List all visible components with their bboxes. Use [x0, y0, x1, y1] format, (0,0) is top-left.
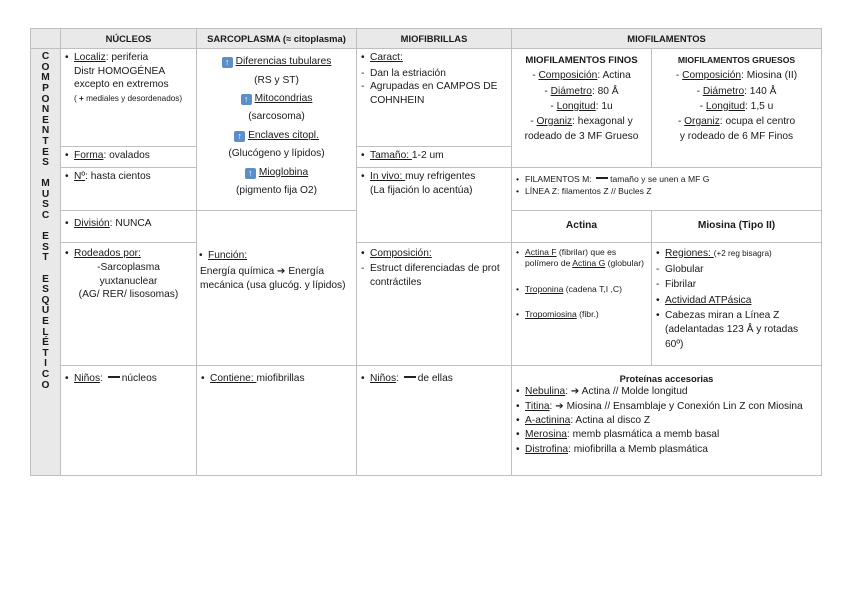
table-row [31, 49, 822, 147]
gruesos-diam-text: : 140 Å [744, 85, 777, 97]
a-actinina-label: A-actinina [525, 415, 571, 426]
miofibrillas-invivo-cell [357, 167, 512, 242]
sarco-item2: Mitocondrias [254, 92, 313, 104]
finos-organiz-label: Organiz [536, 115, 573, 127]
rodeados-line: -Sarcoplasma [97, 262, 160, 274]
caract-label: Caract: [370, 52, 403, 64]
forma-label: Forma [74, 149, 104, 161]
sarcoplasma-items-cell [197, 49, 357, 211]
side-letter: T [42, 347, 49, 359]
side-letter: C [41, 51, 50, 63]
side-letter: L [42, 326, 49, 338]
division-text: : NUNCA [109, 217, 152, 229]
funcion-label: Función: [208, 250, 248, 261]
gruesos-long-label: Longitud [705, 100, 745, 112]
table-row [31, 365, 822, 475]
miosina-cell [652, 242, 822, 365]
invivo-label: In vivo: [370, 170, 406, 182]
filamentos-m-pre: FILAMENTOS M: [525, 173, 595, 184]
troponina-label: Troponina [525, 283, 564, 294]
side-letter: C [41, 368, 50, 380]
finos-organiz-line2: rodeado de 3 MF Grueso [524, 131, 639, 143]
side-letter: O [41, 61, 50, 73]
header-miofibrillas: MIOFIBRILLAS [357, 29, 512, 49]
summary-table [30, 28, 822, 476]
actina-g-tail: (globular) [605, 258, 644, 269]
minus-icon [108, 376, 120, 378]
regiones-label: Regiones: [665, 247, 714, 259]
nucleos-ninos-cell: • Niños: núcleos [61, 365, 197, 475]
miosina-title: Miosina (Tipo II) [652, 210, 822, 242]
localiz-line3: excepto en extremos [74, 79, 169, 91]
cabezas-text: • Cabezas miran a Línea Z (adelantadas 123 Å y rotadas 60º) [665, 309, 819, 353]
localiz-note: mediales y desordenados) [86, 93, 183, 103]
header-blank [31, 29, 61, 49]
sarco-item1-sub: (RS y ST) [254, 74, 299, 86]
side-letter: U [41, 305, 50, 317]
caract-item: - Dan la estriación [370, 67, 509, 81]
side-letter: Q [41, 294, 50, 306]
sarco-item3-sub: (Glucógeno y lípidos) [228, 148, 325, 160]
side-letter: S [42, 199, 49, 211]
localiz-line2: Distr HOMOGÉNEA [74, 65, 166, 77]
sarco-item4: Mioglobina [258, 166, 309, 178]
side-letter: I [44, 358, 47, 370]
gruesos-organiz-text: : ocupa el centro [719, 115, 796, 127]
finos-comp-label: Composición [538, 70, 598, 82]
localiz-note-pre: ( [74, 93, 80, 103]
header-miofilamentos: MIOFILAMENTOS [512, 29, 822, 49]
finos-title: MIOFILAMENTOS FINOS [525, 55, 638, 67]
nucleos-forma-cell [61, 146, 197, 167]
side-letter: N [41, 125, 50, 137]
nucleos-localiz-cell [61, 49, 197, 147]
filamentos-m-cell [512, 167, 822, 210]
miosina-sub-item: - Fibrilar [665, 278, 819, 293]
finos-long-label: Longitud [556, 100, 596, 112]
contiene-text: miofibrillas [256, 372, 305, 384]
actina-f-mid: (fibrilar) que es polímero de [525, 246, 617, 269]
side-letter: M [41, 72, 50, 84]
side-letter: C [41, 210, 50, 222]
contiene-label: Contiene: [210, 372, 257, 384]
n-text: : hasta cientos [85, 170, 151, 182]
sarcoplasma-contiene-cell [197, 365, 357, 475]
rodeados-line: yuxtanuclear [99, 275, 158, 287]
troponina-text: (cadena T,I ,C) [563, 283, 622, 294]
arrow-up-icon: ↑ [241, 94, 252, 105]
proteinas-cell [512, 365, 822, 475]
regiones-text: (+2 reg bisagra) [713, 248, 772, 258]
gruesos-organiz-line2: y rodeado de 6 MF Finos [679, 131, 794, 143]
gruesos-comp-label: Composición [682, 70, 742, 82]
arrow-up-icon: ↑ [245, 168, 256, 179]
finos-organiz-text: : hexagonal y [572, 115, 633, 127]
side-letter: S [42, 284, 49, 296]
localiz-label: Localiz [74, 52, 106, 64]
proteinas-title: Proteínas accesorias [619, 372, 714, 384]
side-letter: O [41, 93, 50, 105]
miofibrillas-composicion-cell [357, 242, 512, 365]
invivo-line2: (La fijación lo acentúa) [370, 184, 473, 196]
finos-comp-text: : Actina [597, 70, 631, 82]
merosina-text: : memb plasmática a memb basal [566, 429, 720, 441]
tamano-label: Tamaño: [370, 149, 412, 161]
side-letter: T [42, 252, 49, 264]
sarco-item1: Diferencias tubulares [235, 56, 332, 68]
linea-z-text: • LÍNEA Z: filamentos Z // Bucles Z [525, 185, 819, 197]
miofib-ninos-text: de ellas [417, 372, 453, 384]
tropomiosina-text: (fibr.) [576, 309, 599, 320]
atp-label: Actividad ATPásica [665, 295, 752, 307]
side-letter: E [42, 316, 49, 327]
n-label: Nº [74, 170, 86, 182]
finos-diam-label: Diámetro [550, 85, 592, 97]
side-letter: M [41, 178, 50, 190]
nucleos-n-cell [61, 167, 197, 210]
miofib-ninos-label: Niños [370, 372, 397, 384]
nebulina-label: Nebulina [525, 386, 566, 398]
division-label: División [74, 217, 110, 229]
ninos-label: Niños [74, 372, 101, 384]
side-letter: E [42, 231, 49, 243]
sarco-item3: Enclaves citopl. [248, 129, 319, 141]
side-letter: E [42, 146, 49, 158]
nucleos-rodeados-cell [61, 242, 197, 365]
minus-icon [404, 376, 416, 378]
tropomiosina-label: Tropomiosina [525, 309, 577, 320]
side-letter: S [42, 157, 49, 169]
header-sarcoplasma: SARCOPLASMA (≈ citoplasma) [197, 29, 357, 49]
side-letter: E [42, 114, 49, 126]
header-nucleos: NÚCLEOS [61, 29, 197, 49]
miofibrillas-ninos-cell: • Niños: de ellas [357, 365, 512, 475]
side-letter: T [42, 135, 49, 147]
plus-icon: + [79, 93, 84, 103]
finos-long-text: : 1u [595, 100, 613, 112]
nebulina-text: : ➔ Actina // Molde longitud [565, 386, 688, 398]
table-row [31, 167, 822, 210]
actina-title: Actina [512, 210, 652, 242]
gruesos-diam-label: Diámetro [702, 85, 745, 97]
sarco-item4-sub: (pigmento fija O2) [236, 185, 317, 196]
gruesos-cell: MIOFILAMENTOS GRUESOS - Composición: Miosina (II) - Diámetro: 140 Å - Longitud: 1,5 u - Organiz: ocupa el centro y rodeado de 6 MF Finos [652, 49, 822, 168]
side-label [31, 49, 61, 476]
filamentos-m-post: tamaño y se unen a MF G [610, 173, 710, 184]
miosina-sub-item: - Globular [665, 263, 819, 278]
header-row [31, 29, 822, 49]
rodeados-label: Rodeados por: [74, 247, 141, 259]
miofibrillas-tamano-cell [357, 146, 512, 167]
miofibrillas-caract-cell [357, 49, 512, 147]
sarco-item2-sub: (sarcosoma) [248, 111, 305, 123]
caract-item: - Agrupadas en CAMPOS DE COHNHEIN [370, 80, 509, 107]
nucleos-division-cell [61, 210, 197, 242]
forma-text: : ovalados [103, 149, 150, 161]
gruesos-title: MIOFILAMENTOS GRUESOS [677, 55, 796, 66]
side-letter: E [42, 273, 49, 285]
funcion-text: Energía química ➔ Energía mecánica (usa glucóg. y lípidos) [200, 265, 346, 291]
ninos-text: núcleos [121, 372, 157, 384]
minus-icon [596, 177, 608, 179]
gruesos-comp-text: : Miosina (II) [741, 70, 798, 82]
invivo-text: muy refrigentes [405, 170, 476, 182]
gruesos-long-text: : 1,5 u [745, 100, 774, 112]
side-letter: U [41, 188, 50, 200]
composicion-item: - Estruct diferenciadas de prot contráctiles [370, 262, 509, 289]
actina-f-label: Actina F [525, 246, 557, 257]
finos-cell: MIOFILAMENTOS FINOS - Composición: Actina - Diámetro: 80 Å - Longitud: 1u - Organiz: hexagonal y rodeado de 3 MF Grueso [512, 49, 652, 168]
composicion-label: Composición: [370, 247, 432, 259]
side-letter: O [41, 379, 50, 391]
localiz-text: : periferia [105, 52, 149, 64]
arrow-up-icon: ↑ [222, 57, 233, 68]
side-letter: P [42, 82, 49, 94]
finos-diam-text: : 80 Å [591, 85, 619, 97]
a-actinina-text: : Actina al disco Z [570, 415, 651, 426]
titina-text: : ➔ Miosina // Ensamblaje y Conexión Lin Z con Miosina [549, 400, 803, 412]
actina-g-label: Actina G [572, 258, 606, 269]
side-vertical-text [31, 49, 60, 391]
rodeados-line: (AG/ RER/ lisosomas) [78, 289, 179, 301]
arrow-up-icon: ↑ [234, 131, 245, 142]
merosina-label: Merosina [525, 429, 567, 441]
distrofina-text: : miofibrilla a Memb plasmática [568, 443, 708, 455]
sarcoplasma-funcion [197, 247, 352, 292]
gruesos-organiz-label: Organiz [684, 115, 720, 127]
side-letter: N [41, 104, 50, 116]
titina-label: Titina [525, 400, 550, 412]
tamano-text: 1-2 um [411, 149, 444, 161]
actina-cell [512, 242, 652, 365]
distrofina-label: Distrofina [525, 443, 569, 455]
side-letter: É [42, 337, 49, 349]
side-letter: S [42, 241, 49, 253]
table-row [31, 242, 822, 365]
